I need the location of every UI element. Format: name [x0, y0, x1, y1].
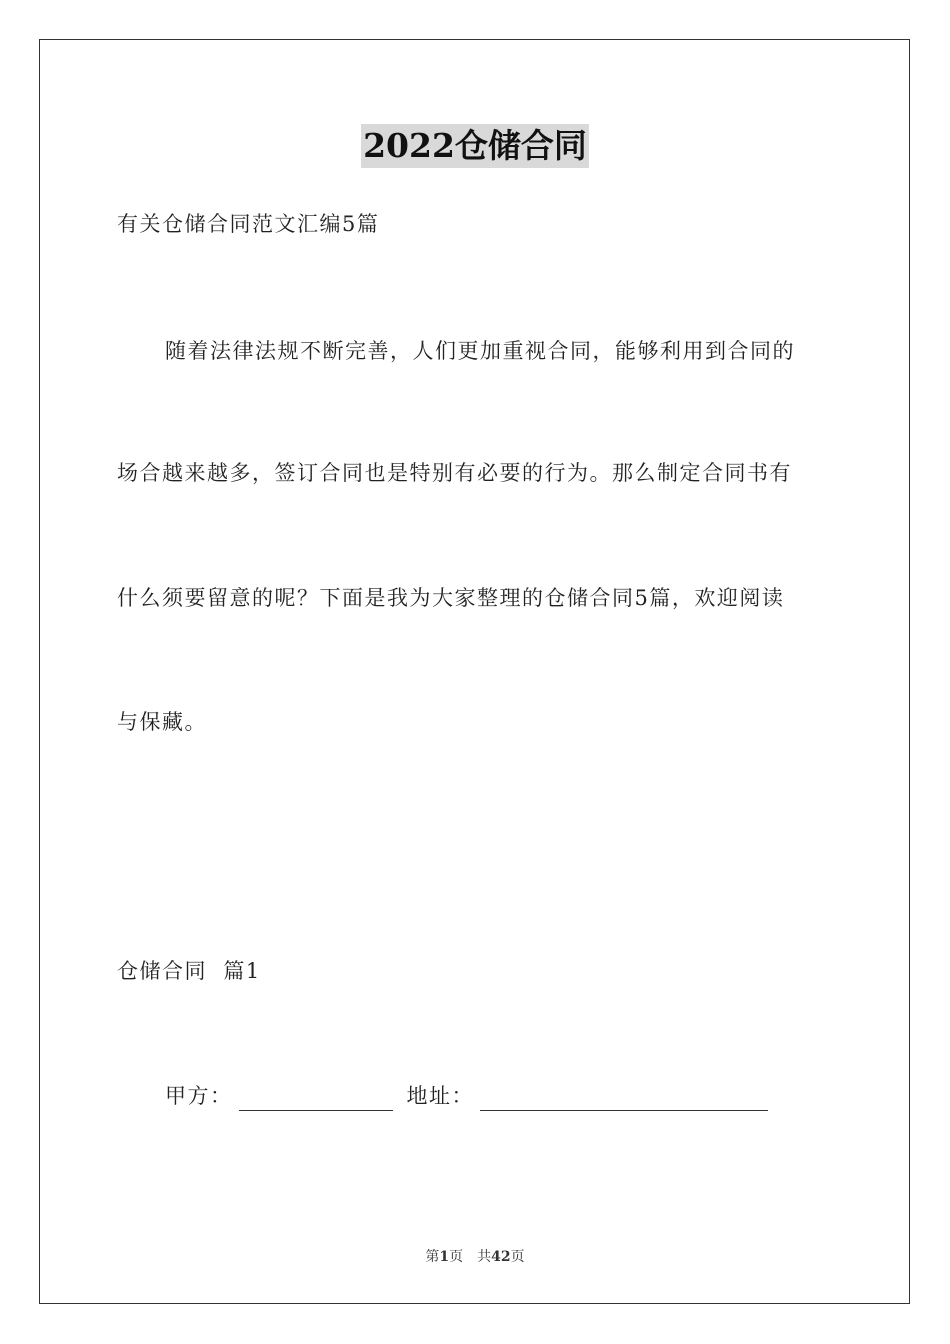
footer-total-prefix: 共	[477, 1249, 492, 1265]
intro-line-3: 什么须要留意的呢？下面是我为大家整理的仓储合同5篇，欢迎阅读	[117, 586, 785, 610]
party-a-row	[165, 1081, 768, 1111]
footer-total-pages: 42	[491, 1249, 511, 1265]
footer-page-suffix: 页	[449, 1249, 464, 1265]
address-blank	[480, 1088, 768, 1111]
section-heading: 仓储合同 篇1	[117, 959, 261, 983]
footer-total-suffix: 页	[510, 1249, 525, 1265]
page-footer	[0, 1247, 950, 1267]
party-a-blank	[239, 1088, 393, 1111]
party-a-label: 甲方：	[165, 1084, 233, 1108]
footer-page-prefix: 第	[425, 1249, 440, 1265]
intro-line-4: 与保藏。	[117, 710, 207, 734]
intro-line-2: 场合越来越多，签订合同也是特别有必要的行为。那么制定合同书有	[117, 461, 792, 485]
intro-line-1: 随着法律法规不断完善，人们更加重视合同，能够利用到合同的	[165, 339, 795, 363]
document-subtitle: 有关仓储合同范文汇编5篇	[117, 212, 380, 236]
footer-page-number: 1	[439, 1249, 450, 1265]
address-label: 地址：	[406, 1084, 474, 1108]
document-title: 2022仓储合同	[361, 124, 589, 168]
title-container	[0, 124, 950, 168]
